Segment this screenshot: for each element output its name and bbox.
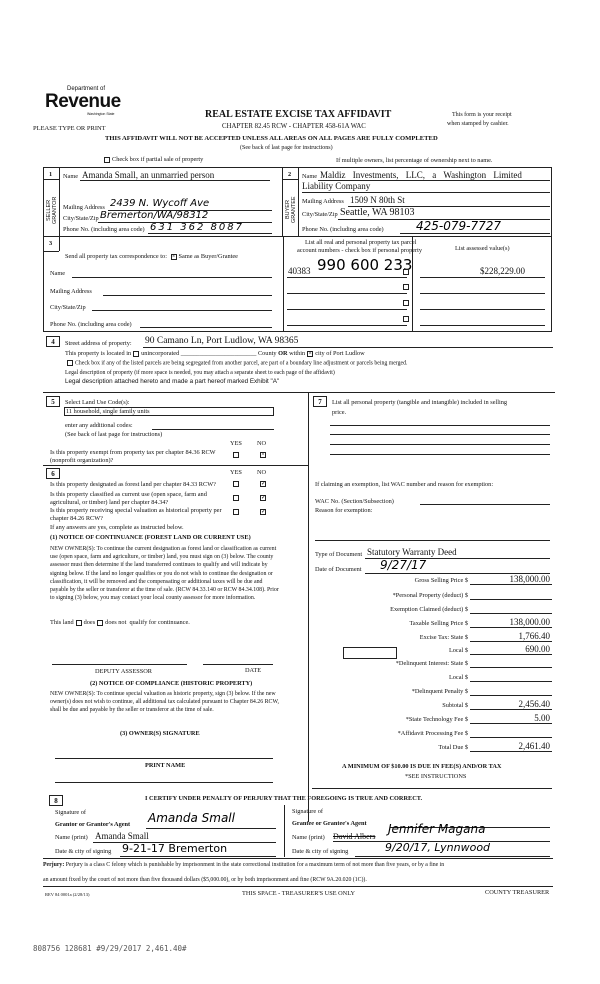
buyer-city[interactable]: Seattle, WA 98103 xyxy=(340,207,415,218)
seller-grantor-label: SELLER GRANTOR xyxy=(46,196,59,224)
grantee-name-print-label: Name (print) xyxy=(292,834,325,841)
section-3-number: 3 xyxy=(49,240,53,247)
fee-label: Exemption Claimed (deduct) $ xyxy=(390,606,468,613)
fee-label: *Personal Property (deduct) $ xyxy=(392,592,468,599)
fee-line xyxy=(470,641,552,642)
fee-line xyxy=(470,654,552,655)
seller-phone-label: Phone No. (including area code) xyxy=(63,226,145,233)
parcel-prefix[interactable]: 40383 xyxy=(288,266,311,276)
logo-state: Washington State xyxy=(87,112,115,116)
warning: THIS AFFIDAVIT WILL NOT BE ACCEPTED UNLESS ALL AREAS ON ALL PAGES ARE FULLY COMPLETED xyxy=(105,135,438,142)
current-use-no-checkbox[interactable]: ✓ xyxy=(261,494,267,501)
doc-type[interactable]: Statutory Warranty Deed xyxy=(367,547,457,557)
personal-property-label-2: price. xyxy=(332,409,347,416)
same-as-buyer-checkbox[interactable]: × xyxy=(171,253,176,260)
form-title: REAL ESTATE EXCISE TAX AFFIDAVIT xyxy=(205,109,392,120)
fee-label: *Delinquent Interest: State $ xyxy=(395,660,468,667)
seller-phone[interactable]: 631 362 8087 xyxy=(150,222,244,233)
rev-number: REV 84 0001a (2/28/13) xyxy=(45,892,90,897)
treasurer-box xyxy=(343,647,397,659)
yes-header-6: YES xyxy=(230,469,242,476)
seller-city-label: City/State/Zip xyxy=(63,215,99,222)
unincorporated-checkbox[interactable] xyxy=(133,351,139,357)
exempt-question: Is this property exempt from property tax per chapter 84.36 RCW xyxy=(50,449,216,456)
or-label: OR xyxy=(278,350,288,357)
reason-label: Reason for exemption: xyxy=(315,507,373,514)
send-correspondence xyxy=(65,253,238,260)
parcel-header-2: account numbers - check box if personal property xyxy=(297,247,423,254)
buyer-name[interactable]: Maldiz Investments, LLC, a Washington Limited xyxy=(320,170,522,180)
grantor-date-city[interactable]: 9-21-17 Bremerton xyxy=(122,842,228,855)
partial-sale-label: Check box if partial sale of property xyxy=(112,156,204,163)
partial-sale xyxy=(102,156,203,163)
does-checkbox[interactable] xyxy=(76,620,82,626)
fee-line xyxy=(470,695,552,696)
section-5-number: 5 xyxy=(46,396,60,407)
section-2-number: 2 xyxy=(288,171,292,178)
fee-label: Subtotal $ xyxy=(442,702,468,709)
notice-compliance-text: NEW OWNER(S): To continue special valuation as historic property, sign (3) below. If the new owner(s) does not wish to continue, all additional tax calculated pursuant to Chapter 84.26 RCW, shall be due and payable by the seller or transferor at the time of sale. xyxy=(50,691,279,714)
parcel-number[interactable]: 990 600 233 xyxy=(317,256,413,274)
section-6-number: 6 xyxy=(46,468,60,479)
buyer-name-cont[interactable]: Liability Company xyxy=(302,181,371,191)
grantee-date-city[interactable]: 9/20/17, Lynnwood xyxy=(385,841,491,854)
does-not-checkbox[interactable] xyxy=(97,620,103,626)
personal-property-label: List all personal property (tangible and intangible) included in selling xyxy=(332,399,508,406)
grantee-agent-label: Grantee or Grantee's Agent xyxy=(292,820,367,827)
grantor-agent-label: Grantor or Grantor's Agent xyxy=(55,821,131,828)
street-address[interactable]: 90 Camano Ln, Port Ludlow, WA 98365 xyxy=(145,336,299,346)
doc-date[interactable]: 9/27/17 xyxy=(380,558,427,572)
grantee-name-struck: David Albers xyxy=(333,832,376,841)
fee-value[interactable]: 690.00 xyxy=(525,644,550,654)
grantor-name-print-label: Name (print) xyxy=(55,834,88,841)
current-use-yes-checkbox[interactable] xyxy=(233,495,239,501)
forest-yes-checkbox[interactable] xyxy=(233,481,239,487)
perjury-text: Perjury is a class C felony which is punishable by imprisonment in the state correctional institution for a maximum term of not more than five years, or by a fine in xyxy=(65,862,445,868)
same-as-buyer-label: Same as Buyer/Grantee xyxy=(178,253,238,260)
fee-line xyxy=(470,599,552,600)
notice-continuance-text: NEW OWNER(S): To continue the current designation as forest land or classification as current use (open space, farm and agriculture, or timber) land, you must sign on (3) below. The county assessor must then determine if the land transferred continues to qualify and will indicate by signing below. If the land no longer qualifies or you do not wish to continue the designation or classification, it will be removed and the compensating or additional taxes will be due and payable by the seller or transferor at the time of sale. (RCW 84.33.140 or RCW 84.34.108). Prior to signing (3) below, you may contact your local county assessor for more information. xyxy=(50,546,279,602)
forest-no-checkbox[interactable]: ✓ xyxy=(261,480,267,487)
fee-line xyxy=(470,751,552,752)
segregated-checkbox[interactable] xyxy=(67,360,73,366)
unincorporated-label: unincorporated xyxy=(141,350,180,357)
qualify-label: qualify for continuance. xyxy=(129,619,190,626)
owner-signature-label: (3) OWNER(S) SIGNATURE xyxy=(120,730,200,737)
parcel-header: List all real and personal property tax parcel xyxy=(305,239,417,246)
certify-statement: I CERTIFY UNDER PENALTY OF PERJURY THAT THE FOREGOING IS TRUE AND CORRECT. xyxy=(145,795,423,802)
forest-question: Is this property designated as forest land per chapter 84.33 RCW? xyxy=(50,481,216,488)
notice-compliance-heading: (2) NOTICE OF COMPLIANCE (HISTORIC PROPERTY) xyxy=(90,680,253,687)
located-label: This property is located in xyxy=(65,350,132,357)
logo-main: Revenue xyxy=(45,91,121,112)
seller-address-label: Mailing Address xyxy=(63,204,105,211)
wac-label: WAC No. (Section/Subsection) xyxy=(315,498,394,505)
seller-name-label: Name xyxy=(63,173,79,180)
grantee-date-city-label: Date & city of signing xyxy=(292,848,349,855)
segregated-label: Check box if any of the listed parcels are being segregated from another parcel, are part of a boundary line adjustment or parcels being merged. xyxy=(75,360,408,367)
section-8-number: 8 xyxy=(49,795,63,806)
fee-value[interactable]: 2,461.40 xyxy=(518,741,550,751)
buyer-city-label: City/State/Zip xyxy=(302,211,338,218)
seller-address[interactable]: 2439 N. Wycoff Ave xyxy=(110,198,210,209)
fee-line xyxy=(470,723,552,724)
grantee-signature[interactable]: Jennifer Magana xyxy=(388,822,486,836)
seller-name[interactable]: Amanda Small, an unmarried person xyxy=(82,170,215,180)
yes-header: YES xyxy=(230,440,242,447)
within-city-checkbox[interactable]: × xyxy=(308,350,312,357)
grantor-name-print[interactable]: Amanda Small xyxy=(95,831,149,841)
fee-line xyxy=(470,737,552,738)
fee-label: Local $ xyxy=(448,674,468,681)
qualify-line xyxy=(50,619,190,626)
doc-type-label: Type of Document xyxy=(315,551,363,558)
date-label: DATE xyxy=(245,667,262,674)
no-header: NO xyxy=(257,440,267,447)
fee-line xyxy=(470,613,552,614)
within-label: within xyxy=(289,350,306,357)
partial-sale-checkbox[interactable] xyxy=(104,157,110,163)
grantee-signature-of: Signature of xyxy=(292,808,323,815)
personal-property-checkbox-2[interactable] xyxy=(403,284,409,290)
treasurer-use-label: THIS SPACE - TREASURER'S USE ONLY xyxy=(242,890,355,897)
fee-label: Excise Tax: State $ xyxy=(419,634,468,641)
fee-line xyxy=(470,584,552,585)
historic-question-2: chapter 84.26 RCW? xyxy=(50,515,103,522)
assessed-value[interactable]: $228,229.00 xyxy=(480,266,525,276)
fee-line xyxy=(470,681,552,682)
buyer-grantee-label: BUYER GRANTEE xyxy=(285,196,298,224)
historic-yes-checkbox[interactable] xyxy=(233,509,239,515)
additional-codes-label: enter any additional codes: xyxy=(65,422,133,429)
location-line: This property is located in unincorporated ________________________ County OR within × city of Port Ludlow xyxy=(65,350,365,357)
section-1-number: 1 xyxy=(49,171,53,178)
fee-line xyxy=(470,667,552,668)
historic-no-checkbox[interactable]: ✓ xyxy=(261,508,267,515)
current-use-question: Is this property classified as current use (open space, farm and xyxy=(50,491,207,498)
exempt-no-checkbox[interactable]: × xyxy=(261,451,265,458)
this-land-label: This land xyxy=(50,619,74,626)
current-use-question-2: agricultural, or timber) land per chapter 84.34? xyxy=(50,499,169,506)
multiple-owners: If multiple owners, list percentage of ownership next to name. xyxy=(336,157,493,164)
section-7-number: 7 xyxy=(313,396,327,407)
fee-label: Gross Selling Price $ xyxy=(414,577,468,584)
street-label: Street address of property: xyxy=(65,340,132,347)
doc-date-label: Date of Document xyxy=(315,566,362,573)
minimum-due-note: A MINIMUM OF $10.00 IS DUE IN FEE(S) AND/OR TAX xyxy=(342,763,502,770)
legal-description-label: Legal description of property (if more space is needed, you may attach a separate sheet to each page of the affidavit) xyxy=(65,370,335,376)
notice-continuance-heading: (1) NOTICE OF CONTINUANCE (FOREST LAND OR CURRENT USE) xyxy=(50,534,251,541)
personal-property-checkbox-1[interactable] xyxy=(403,269,409,275)
does-label: does xyxy=(83,619,96,626)
see-instructions: *SEE INSTRUCTIONS xyxy=(405,773,467,780)
fee-label: *Delinquent Penalty $ xyxy=(411,688,468,695)
fee-label: *Affidavit Processing Fee $ xyxy=(397,730,468,737)
fee-value[interactable]: 138,000.00 xyxy=(509,574,550,584)
fee-value[interactable]: 1,766.40 xyxy=(518,631,550,641)
receipt-note-2: when stamped by cashier. xyxy=(447,121,509,127)
fee-value[interactable]: 2,456.40 xyxy=(518,699,550,709)
receipt-note: This form is your receipt xyxy=(452,112,512,118)
please-type: PLEASE TYPE OR PRINT xyxy=(33,125,106,132)
legal-description[interactable]: Legal description attached hereto and made a part hereof marked Exhibit "A" xyxy=(65,378,280,385)
exemption-label: If claiming an exemption, list WAC number and reason for exemption: xyxy=(315,481,494,488)
segregated-line xyxy=(65,360,407,367)
historic-question: Is this property receiving special valuation as historical property per xyxy=(50,507,222,514)
fee-label: Local $ xyxy=(448,647,468,654)
print-name-label: PRINT NAME xyxy=(145,762,186,769)
section-4-number: 4 xyxy=(46,336,60,347)
personal-property-checkbox-4[interactable] xyxy=(403,316,409,322)
fee-label: Taxable Selling Price $ xyxy=(409,620,468,627)
logo-top: Department of xyxy=(67,86,106,92)
county-treasurer-label: COUNTY TREASURER xyxy=(485,889,550,896)
land-use-label: Select Land Use Code(s): xyxy=(65,399,130,406)
perjury-label: Perjury: xyxy=(43,862,65,868)
exempt-yes-checkbox[interactable] xyxy=(233,452,239,458)
assessed-header: List assessed value(s) xyxy=(455,245,510,252)
buyer-address-label: Mailing Address xyxy=(302,198,344,205)
county-label: County xyxy=(257,350,277,357)
if-yes-note: If any answers are yes, complete as instructed below. xyxy=(50,524,184,531)
fee-label: Total Due $ xyxy=(438,744,468,751)
sec3-address-label: Mailing Address xyxy=(50,288,92,295)
buyer-address[interactable]: 1509 N 80th St xyxy=(350,195,405,205)
fee-line xyxy=(470,709,552,710)
cashier-stamp: 808756 128681 #9/29/2017 2,461.40# xyxy=(33,944,187,953)
fee-line xyxy=(470,627,552,628)
grantor-signature-of: Signature of xyxy=(55,809,86,816)
fee-value[interactable]: 5.00 xyxy=(534,713,550,723)
no-header-6: NO xyxy=(257,469,267,476)
sec3-city-label: City/State/Zip xyxy=(50,304,86,311)
fee-value[interactable]: 138,000.00 xyxy=(509,617,550,627)
personal-property-checkbox-3[interactable] xyxy=(403,300,409,306)
fee-label: *State Technology Fee $ xyxy=(405,716,468,723)
buyer-name-label: Name xyxy=(302,173,318,180)
exempt-question-2: (nonprofit organization)? xyxy=(50,457,114,464)
see-back: (See back of last page for instructions) xyxy=(240,145,333,151)
perjury-line-1 xyxy=(43,862,444,869)
see-back-5: (See back of last page for instructions) xyxy=(65,431,163,438)
sec3-name-label: Name xyxy=(50,270,66,277)
form-chapter: CHAPTER 82.45 RCW - CHAPTER 458-61A WAC xyxy=(222,123,366,130)
seller-city[interactable]: Bremerton/WA/98312 xyxy=(100,210,209,221)
buyer-phone-label: Phone No. (including area code) xyxy=(302,226,384,233)
city-label: city of Port Ludlow xyxy=(315,350,365,357)
land-use-code[interactable]: 11 household, single family units xyxy=(66,408,150,415)
buyer-phone[interactable]: 425-079-7727 xyxy=(416,219,502,233)
does-not-label: does not xyxy=(105,619,127,626)
grantor-date-city-label: Date & city of signing xyxy=(55,848,112,855)
send-label: Send all property tax correspondence to: xyxy=(65,253,167,260)
perjury-text-2: an amount fixed by the court of not more than five thousand dollars ($5,000.00), or by both imprisonment and fine (RCW 9A.20.020 (1C)). xyxy=(43,877,367,883)
sec3-phone-label: Phone No. (including area code) xyxy=(50,321,132,328)
deputy-assessor-label: DEPUTY ASSESSOR xyxy=(95,668,152,675)
grantor-signature[interactable]: Amanda Small xyxy=(148,811,235,825)
